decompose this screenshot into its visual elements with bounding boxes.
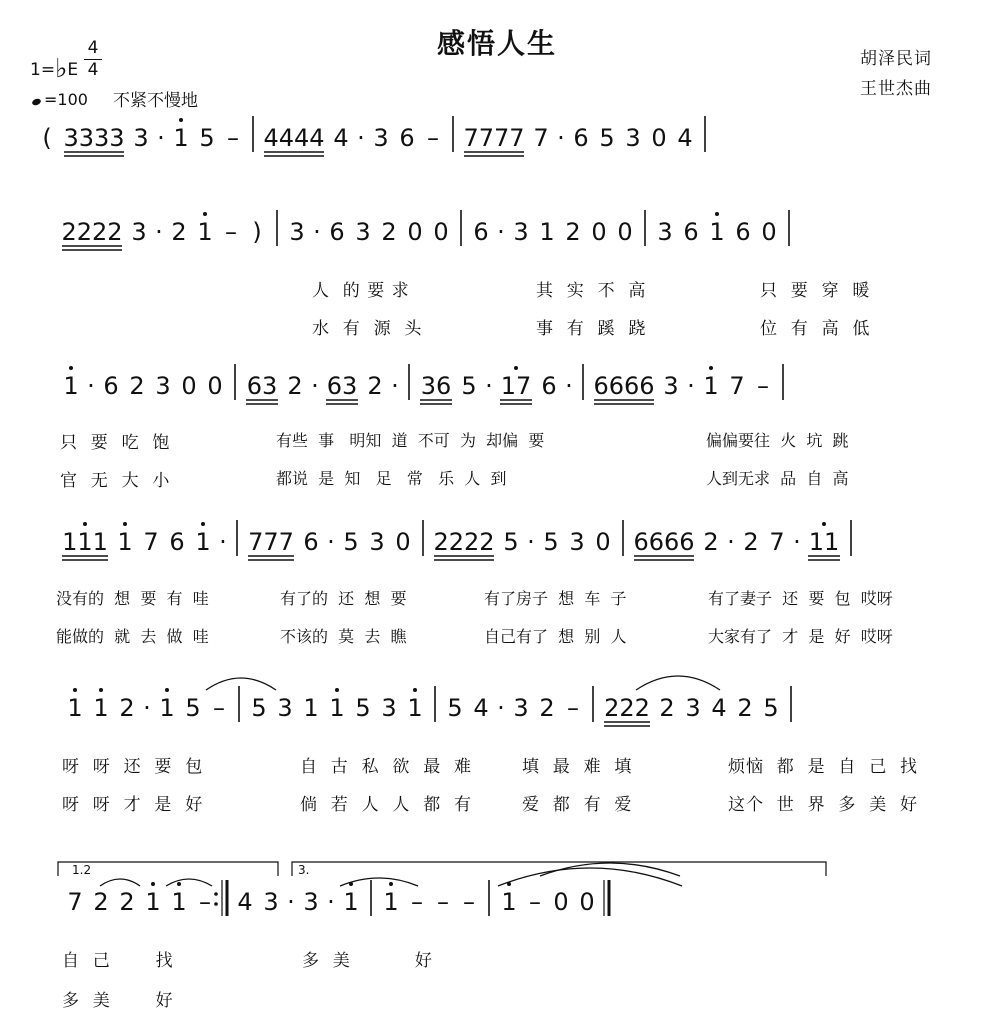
score-token: ·	[327, 528, 335, 556]
score-token: 2	[703, 528, 719, 556]
score-token: 7	[67, 888, 83, 916]
score-token: 2	[737, 694, 753, 722]
score-token: 6	[329, 218, 345, 246]
score-token: ·	[687, 372, 695, 400]
key-note: E	[67, 60, 79, 80]
score-token: 5	[343, 528, 359, 556]
score-token: 1	[63, 372, 79, 400]
score-token: 6666	[633, 528, 695, 556]
score-token: 6	[573, 124, 589, 152]
score-token: 4444	[263, 124, 325, 152]
score-token: 6	[399, 124, 415, 152]
score-token: ·	[219, 528, 227, 556]
score-token: 7	[769, 528, 785, 556]
lyric-line: 自 己 找	[62, 951, 174, 971]
score-token: 3	[625, 124, 641, 152]
score-token: 111	[62, 528, 108, 556]
score-token: 3333	[63, 124, 125, 152]
score-token: 2222	[61, 218, 123, 246]
lyric-line: 爱 都 有 爱	[522, 795, 633, 815]
score-token: –	[567, 694, 579, 722]
slur	[498, 868, 682, 886]
score-token: 4	[237, 888, 253, 916]
score-token: 7	[143, 528, 159, 556]
song-title: 感悟人生	[436, 27, 557, 60]
score-token: 3	[381, 694, 397, 722]
lyric-line: 有了妻子 还 要 包 哎呀	[708, 589, 893, 608]
score-token: 7	[533, 124, 549, 152]
score-token: 2222	[433, 528, 495, 556]
score-token: 2	[381, 218, 397, 246]
score-token: 1	[539, 218, 555, 246]
high-octave-dot	[389, 882, 393, 886]
score-token: 6	[735, 218, 751, 246]
score-token: )	[252, 218, 262, 246]
lyric-line: 这个 世 界 多 美 好	[728, 795, 919, 815]
score-token: 1	[329, 694, 345, 722]
score-token: 1	[303, 694, 319, 722]
lyric-line: 有了房子 想 车 子	[484, 589, 627, 608]
slur	[206, 678, 276, 690]
lyric-line: 能做的 就 去 做 哇	[56, 627, 209, 646]
meter-bottom: 4	[84, 59, 102, 81]
lyricist-credit: 胡泽民词	[860, 49, 932, 69]
score-token: 5	[185, 694, 201, 722]
score-token: 4	[711, 694, 727, 722]
score-token: 2	[743, 528, 759, 556]
score-token: 2	[367, 372, 383, 400]
score-token: 6666	[593, 372, 655, 400]
score-token: 1	[407, 694, 423, 722]
expression-mark: 不紧不慢地	[113, 91, 198, 111]
lyric-line: 多 美 好	[302, 951, 433, 971]
score-token: 5	[599, 124, 615, 152]
high-octave-dot	[514, 366, 518, 370]
slur	[636, 676, 720, 690]
score-token: 2	[129, 372, 145, 400]
score-token: 1	[195, 528, 211, 556]
score-token: 3	[685, 694, 701, 722]
score-token: 3	[355, 218, 371, 246]
high-octave-dot	[151, 882, 155, 886]
score-token: 1	[709, 218, 725, 246]
score-token: –	[463, 888, 475, 916]
score-token: (	[42, 124, 52, 152]
score-token: 0	[553, 888, 569, 916]
score-token: 0	[433, 218, 449, 246]
lyric-line: 只 要 穿 暖	[760, 281, 871, 301]
score-token: 1	[117, 528, 133, 556]
score-token: 2	[565, 218, 581, 246]
high-octave-dot	[177, 882, 181, 886]
score-token: 1	[703, 372, 719, 400]
score-token: 5	[355, 694, 371, 722]
lyric-line: 呀 呀 还 要 包	[62, 757, 204, 777]
score-token: ·	[793, 528, 801, 556]
score-token: 3	[131, 218, 147, 246]
score-token: 5	[543, 528, 559, 556]
lyric-line: 烦恼 都 是 自 己 找	[728, 757, 919, 777]
lyric-line: 人到无求 品 自 高	[706, 469, 849, 488]
slur	[166, 879, 212, 886]
score-token: 3	[155, 372, 171, 400]
score-token: 1	[171, 888, 187, 916]
score-token: 1	[501, 888, 517, 916]
score-token: 0	[181, 372, 197, 400]
score-token: 5	[503, 528, 519, 556]
lyric-line: 只 要 吃 饱	[60, 433, 171, 453]
lyric-line: 大家有了 才 是 好 哎呀	[708, 627, 893, 646]
lyric-line: 都说 是 知 足 常 乐 人 到	[276, 469, 507, 488]
score-token: 63	[246, 372, 278, 400]
score-token: 1	[343, 888, 359, 916]
score-token: 5	[763, 694, 779, 722]
high-octave-dot	[83, 522, 87, 526]
second-ending-bracket	[292, 862, 826, 876]
score-token: 222	[604, 694, 650, 722]
lyric-line: 没有的 想 要 有 哇	[56, 589, 209, 608]
score-token: 4	[677, 124, 693, 152]
score-token: ·	[357, 124, 365, 152]
score-token: 3	[569, 528, 585, 556]
score-token: ·	[313, 218, 321, 246]
score-token: –	[213, 694, 225, 722]
score-token: 1	[383, 888, 399, 916]
lyric-line: 有些 事 明知 道 不可 为 却偏 要	[276, 431, 545, 450]
high-octave-dot	[123, 522, 127, 526]
score-token: 5	[447, 694, 463, 722]
score-token: –	[225, 218, 237, 246]
score-token: 3	[373, 124, 389, 152]
score-token: 6	[473, 218, 489, 246]
score-token: 3	[513, 218, 529, 246]
high-octave-dot	[201, 522, 205, 526]
score-token: 3	[133, 124, 149, 152]
high-octave-dot	[203, 212, 207, 216]
first-ending-label: 1.2	[72, 863, 92, 877]
score-token: ·	[727, 528, 735, 556]
score-token: 4	[333, 124, 349, 152]
lyric-line: 倘 若 人 人 都 有	[300, 795, 473, 815]
lyric-line: 偏偏要往 火 坑 跳	[706, 431, 849, 450]
score-token: 0	[207, 372, 223, 400]
score-token: 3	[657, 218, 673, 246]
lyric-line: 水 有 源 头	[312, 319, 423, 339]
slur	[100, 879, 140, 886]
second-ending-label: 3.	[298, 863, 310, 877]
key-prefix: 1=	[30, 60, 56, 80]
lyric-line: 呀 呀 才 是 好	[62, 795, 204, 815]
score-token: 2	[119, 694, 135, 722]
score-token: ·	[155, 218, 163, 246]
score-token: 0	[595, 528, 611, 556]
score-token: 2	[287, 372, 303, 400]
score-token: 3	[303, 888, 319, 916]
score-token: –	[227, 124, 239, 152]
score-token: 3	[277, 694, 293, 722]
score-token: 777	[248, 528, 294, 556]
score-token: 2	[659, 694, 675, 722]
score-token: 1	[197, 218, 213, 246]
lyric-line: 多 美 好	[62, 991, 174, 1011]
score-token: 36	[420, 372, 452, 400]
high-octave-dot	[179, 118, 183, 122]
score-token: 3	[369, 528, 385, 556]
score-token: –	[437, 888, 449, 916]
score-token: 0	[617, 218, 633, 246]
flat-sign-icon: ♭	[55, 54, 68, 84]
score-token: 2	[539, 694, 555, 722]
meter-top: 4	[87, 38, 99, 58]
score-token: 17	[500, 372, 532, 400]
high-octave-dot	[822, 522, 826, 526]
score-token: ·	[485, 372, 493, 400]
score-token: 0	[761, 218, 777, 246]
score-token: ·	[527, 528, 535, 556]
lyric-line: 事 有 蹊 跷	[536, 319, 647, 339]
lyric-line: 官 无 大 小	[60, 471, 171, 491]
score-token: 5	[251, 694, 267, 722]
lyric-line: 自 古 私 欲 最 难	[300, 757, 473, 777]
score-token: ·	[497, 218, 505, 246]
score-token: 6	[541, 372, 557, 400]
score-token: 3	[289, 218, 305, 246]
score-token: ·	[391, 372, 399, 400]
score-token: ·	[311, 372, 319, 400]
high-octave-dot	[73, 688, 77, 692]
score-token: 2	[93, 888, 109, 916]
score-token: ·	[565, 372, 573, 400]
score-token: 3	[263, 888, 279, 916]
high-octave-dot	[709, 366, 713, 370]
score-token: ·	[143, 694, 151, 722]
score-token: 5	[461, 372, 477, 400]
score-token: 0	[591, 218, 607, 246]
tempo-value: =100	[44, 90, 88, 109]
score-token: 3	[513, 694, 529, 722]
score-token: 1	[145, 888, 161, 916]
lyric-line: 位 有 高 低	[760, 319, 871, 339]
score-token: 0	[579, 888, 595, 916]
lyric-line: 人 的 要 求	[312, 281, 410, 301]
repeat-dot	[214, 902, 218, 906]
score-token: ·	[327, 888, 335, 916]
score-token: 5	[199, 124, 215, 152]
high-octave-dot	[335, 688, 339, 692]
score-token: 1	[93, 694, 109, 722]
score-token: –	[199, 888, 211, 916]
score-token: 7	[729, 372, 745, 400]
score-token: ·	[557, 124, 565, 152]
repeat-dot	[214, 892, 218, 896]
high-octave-dot	[413, 688, 417, 692]
score-token: 6	[103, 372, 119, 400]
score-token: 0	[407, 218, 423, 246]
score-token: 2	[119, 888, 135, 916]
score-token: 11	[808, 528, 840, 556]
high-octave-dot	[99, 688, 103, 692]
high-octave-dot	[165, 688, 169, 692]
score-token: –	[427, 124, 439, 152]
lyric-line: 自己有了 想 别 人	[484, 627, 627, 646]
score-token: 3	[663, 372, 679, 400]
score-token: –	[411, 888, 423, 916]
lyric-line: 填 最 难 填	[522, 757, 633, 777]
score-token: 6	[683, 218, 699, 246]
composer-credit: 王世杰曲	[860, 79, 932, 99]
score-token: 0	[651, 124, 667, 152]
score-token: 6	[303, 528, 319, 556]
score-token: –	[757, 372, 769, 400]
high-octave-dot	[715, 212, 719, 216]
score-token: 7777	[463, 124, 525, 152]
score-token: –	[529, 888, 541, 916]
score-token: ·	[157, 124, 165, 152]
lyric-line: 不该的 莫 去 瞧	[280, 627, 407, 646]
lyric-line: 其 实 不 高	[536, 281, 647, 301]
score-token: 1	[67, 694, 83, 722]
high-octave-dot	[69, 366, 73, 370]
score-token: 63	[326, 372, 358, 400]
score-token: ·	[287, 888, 295, 916]
score-token: 1	[173, 124, 189, 152]
score-token: 6	[169, 528, 185, 556]
lyric-line: 有了的 还 想 要	[280, 589, 407, 608]
score-token: ·	[87, 372, 95, 400]
score-token: 4	[473, 694, 489, 722]
score-token: ·	[497, 694, 505, 722]
score-token: 2	[171, 218, 187, 246]
score-token: 0	[395, 528, 411, 556]
score-token: 1	[159, 694, 175, 722]
